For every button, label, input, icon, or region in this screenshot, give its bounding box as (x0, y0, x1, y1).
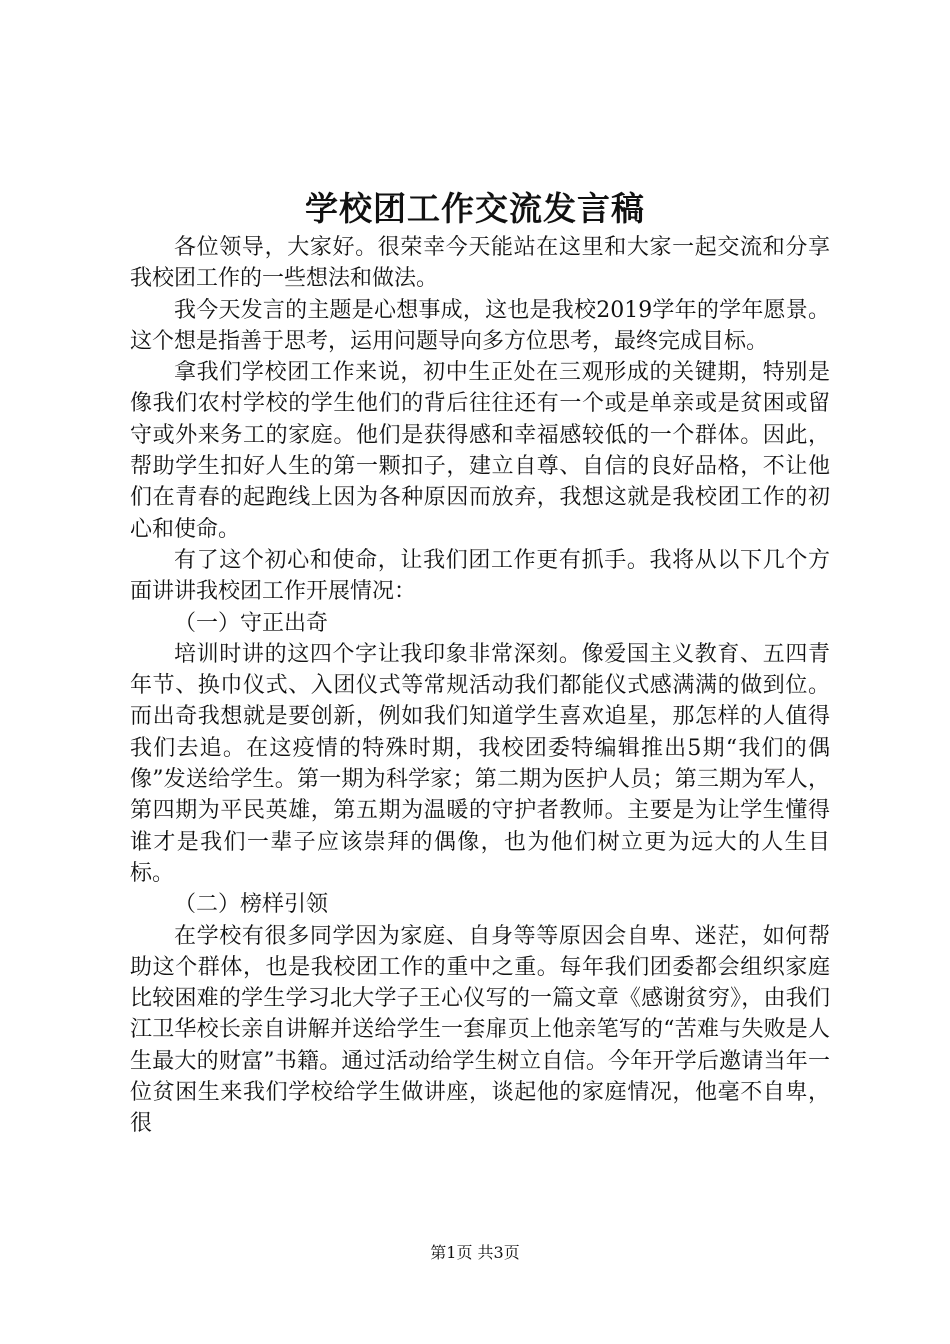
paragraph-section-2: 在学校有很多同学因为家庭、自身等等原因会自卑、迷茫，如何帮助这个群体，也是我校团工作的重中之重。每年我们团委都会组织家庭比较困难的学生学习北大学子王心仪写的一篇文章《感谢贫穷》，由我们江卫华校长亲自讲解并送给学生一套扉页上他亲笔写的“苦难与失败是人生最大的财富”书籍。通过活动给学生树立自信。今年开学后邀请当年一位贫困生来我们学校给学生做讲座，谈起他的家庭情况，他毫不自卑，很 (130, 923, 830, 1137)
document-title: 学校团工作交流发言稿 (305, 189, 645, 228)
paragraph-background: 拿我们学校团工作来说，初中生正处在三观形成的关键期，特别是像我们农村学校的学生他们的背后往往还有一个或是单亲或是贫困或留守或外来务工的家庭。他们是获得感和幸福感较低的一个群体。因此，帮助学生扣好人生的第一颗扣子，建立自尊、自信的良好品格，不让他们在青春的起跑线上因为各种原因而放弃，我想这就是我校团工作的初心和使命。 (130, 360, 830, 542)
paragraph-intro-sections: 有了这个初心和使命，让我们团工作更有抓手。我将从以下几个方面讲讲我校团工作开展情况： (130, 547, 830, 605)
section-heading-1: （一）守正出奇 (174, 610, 329, 636)
paragraph-section-1: 培训时讲的这四个字让我印象非常深刻。像爱国主义教育、五四青年节、换巾仪式、入团仪式等常规活动我们都能仪式感满满的做到位。而出奇我想就是要创新，例如我们知道学生喜欢追星，那怎样的人值得我们去追。在这疫情的特殊时期，我校团委特编辑推出5期“我们的偶像”发送给学生。第一期为科学家；第二期为医护人员；第三期为军人，第四期为平民英雄，第五期为温暖的守护者教师。主要是为让学生懂得谁才是我们一辈子应该崇拜的偶像，也为他们树立更为远大的人生目标。 (130, 641, 830, 886)
paragraph-theme: 我今天发言的主题是心想事成，这也是我校2019学年的学年愿景。这个想是指善于思考，运用问题导向多方位思考，最终完成目标。 (130, 297, 830, 354)
document-body (130, 232, 830, 1140)
page-number-footer: 第1页 共3页 (430, 1243, 520, 1262)
section-heading-2: （二）榜样引领 (174, 892, 329, 918)
paragraph-greeting: 各位领导，大家好。很荣幸今天能站在这里和大家一起交流和分享我校团工作的一些想法和做法。 (130, 235, 830, 292)
